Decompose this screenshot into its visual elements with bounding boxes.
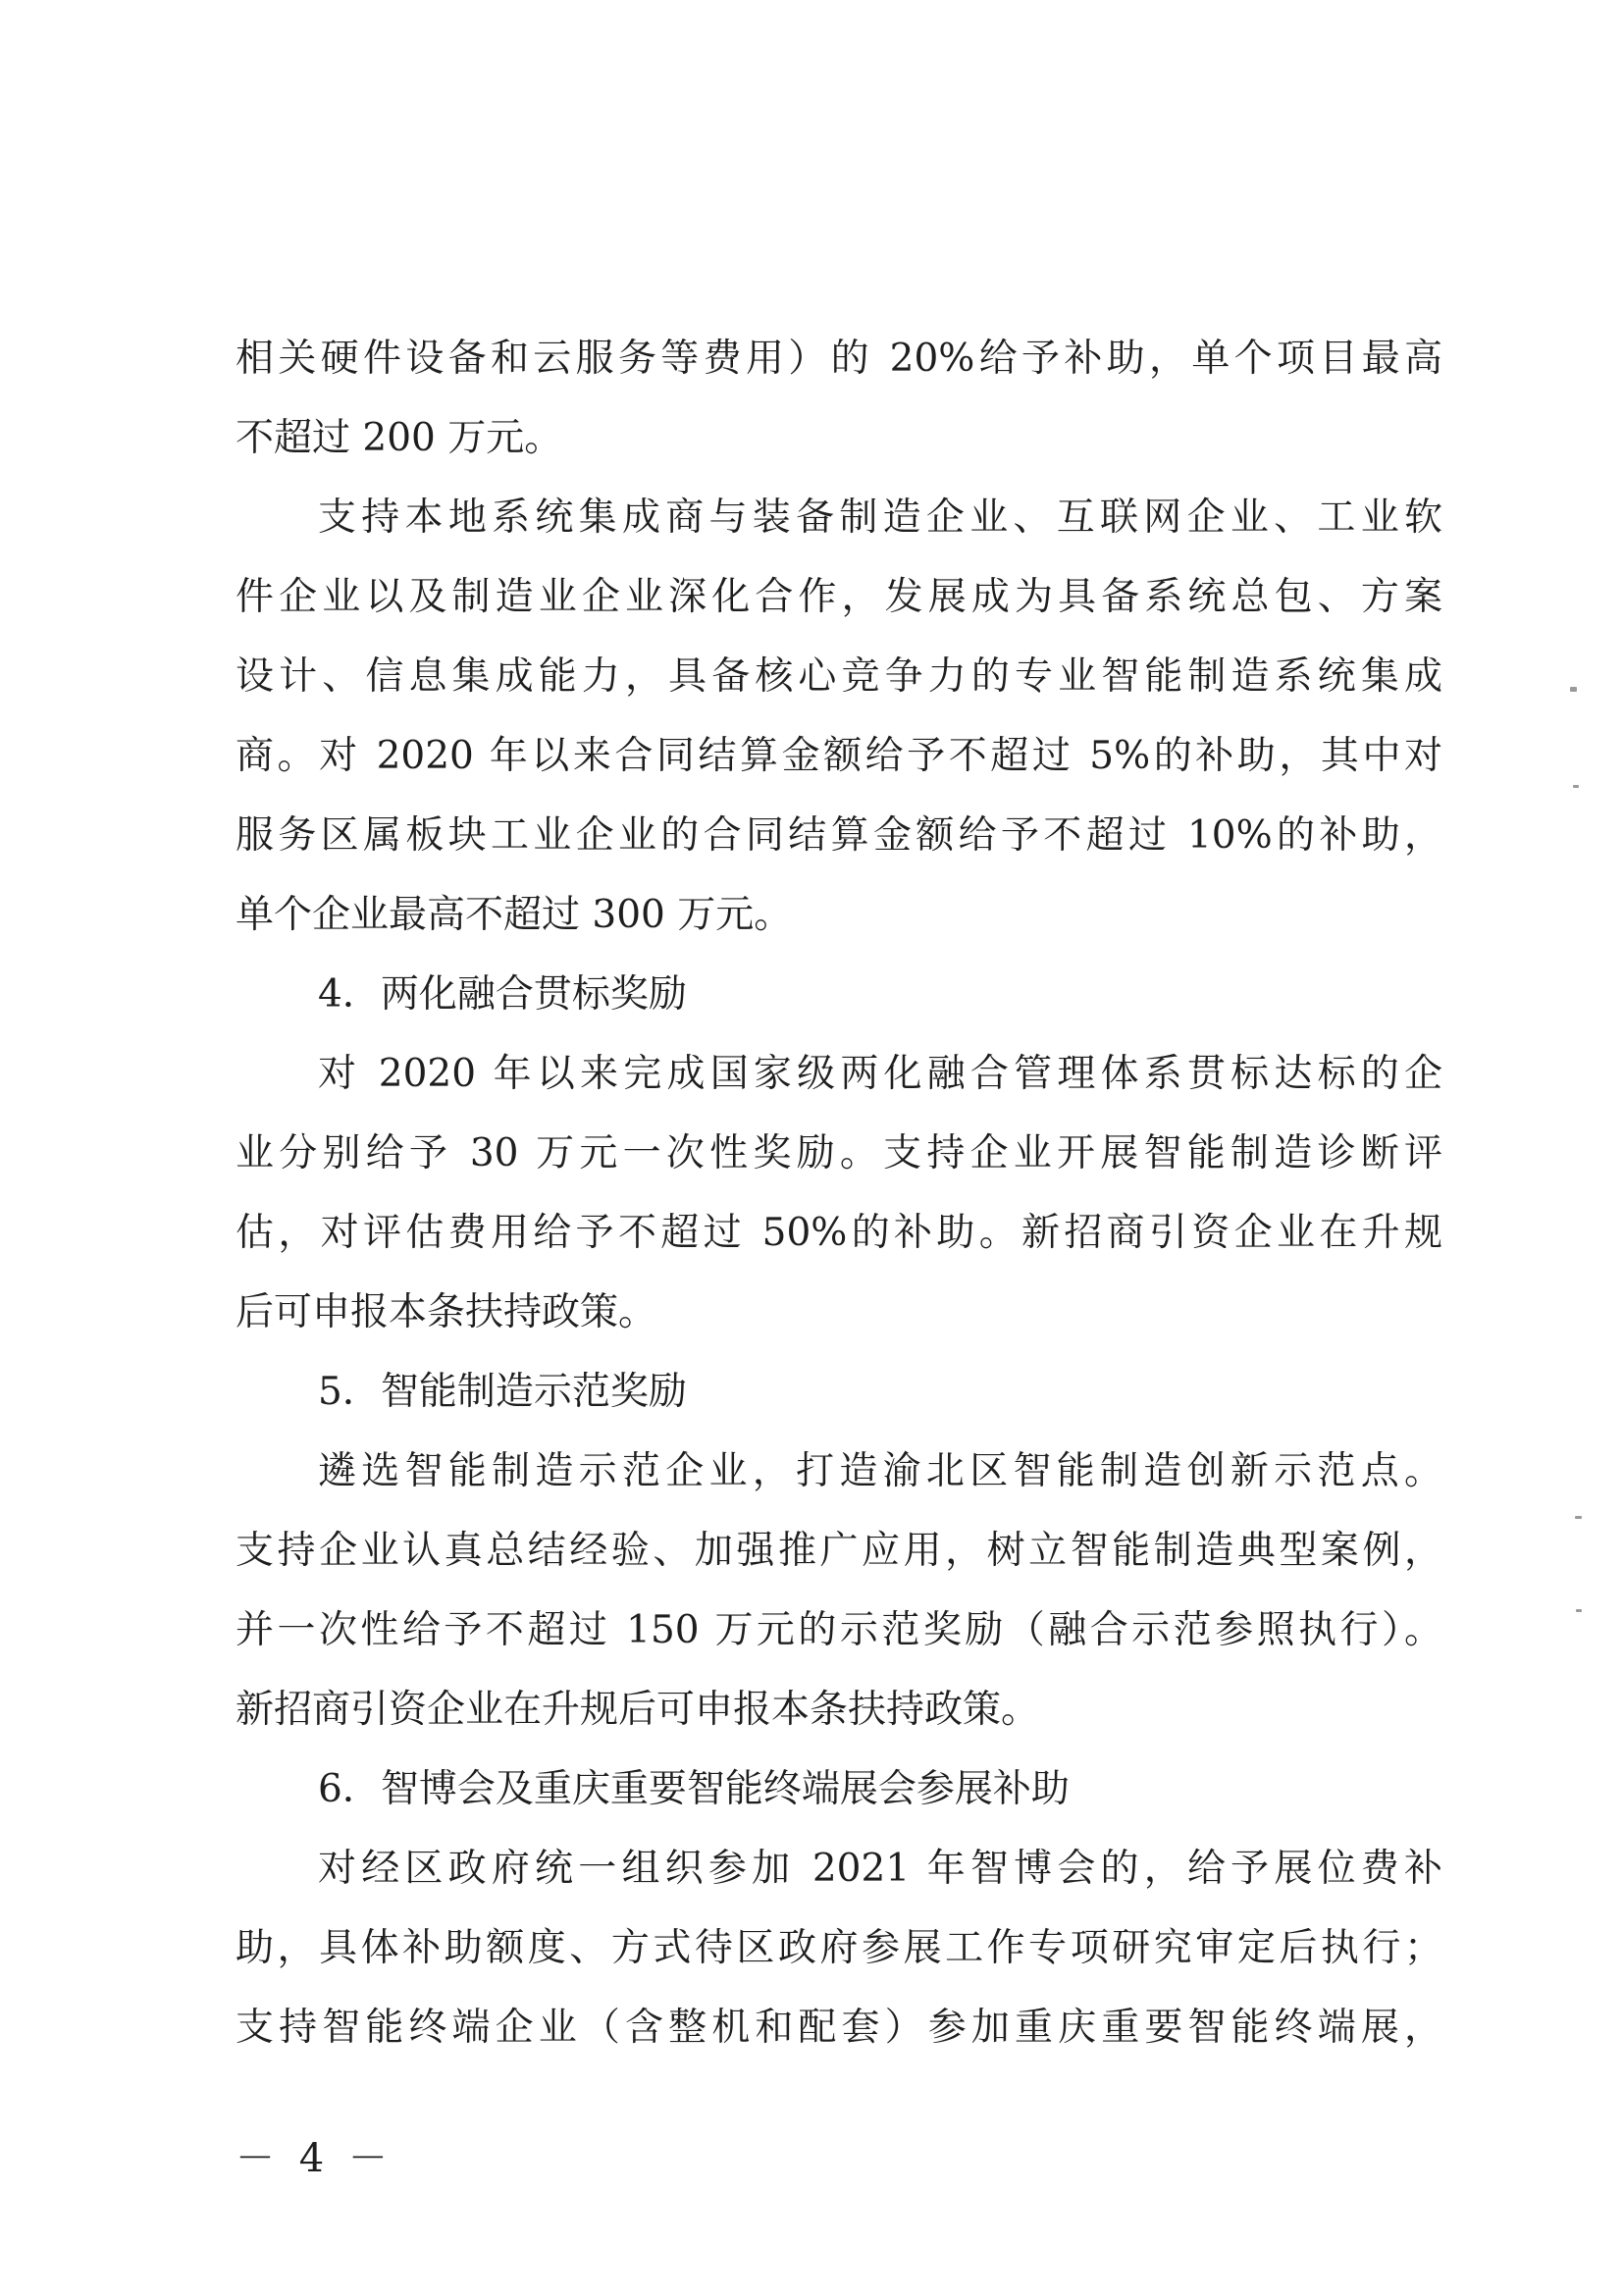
page-number: － 4 － — [236, 2136, 393, 2181]
section-heading: 6．智博会及重庆重要智能终端展会参展补助 — [318, 1767, 1070, 1811]
body-text-line: 不超过 200 万元。 — [236, 416, 563, 460]
body-text-line: 业分别给予 30 万元一次性奖励。支持企业开展智能制造诊断评 — [236, 1131, 1442, 1175]
paragraph-first-line: 对 2020 年以来完成国家级两化融合管理体系贯标达标的企 — [318, 1052, 1442, 1096]
scan-speck — [1573, 785, 1579, 788]
body-text-line: 件企业以及制造业企业深化合作，发展成为具备系统总包、方案 — [236, 575, 1442, 619]
paragraph-first-line: 对经区政府统一组织参加 2021 年智博会的，给予展位费补 — [318, 1847, 1442, 1891]
paragraph-first-line: 支持本地系统集成商与装备制造企业、互联网企业、工业软 — [318, 496, 1442, 540]
body-text-line: 新招商引资企业在升规后可申报本条扶持政策。 — [236, 1688, 1040, 1732]
body-text-line: 估，对评估费用给予不超过 50%的补助。新招商引资企业在升规 — [236, 1211, 1442, 1255]
body-text-line: 支持企业认真总结经验、加强推广应用，树立智能制造典型案例， — [236, 1529, 1442, 1573]
body-text-line: 后可申报本条扶持政策。 — [236, 1290, 657, 1334]
section-heading: 4．两化融合贯标奖励 — [318, 972, 687, 1017]
section-heading: 5．智能制造示范奖励 — [318, 1370, 687, 1414]
scan-speck — [1576, 1609, 1582, 1612]
paragraph-first-line: 遴选智能制造示范企业，打造渝北区智能制造创新示范点。 — [318, 1449, 1442, 1493]
scan-speck — [1575, 1516, 1582, 1519]
body-text-line: 服务区属板块工业企业的合同结算金额给予不超过 10%的补助， — [236, 813, 1442, 858]
body-text-line: 商。对 2020 年以来合同结算金额给予不超过 5%的补助，其中对 — [236, 734, 1442, 778]
body-text-line: 设计、信息集成能力，具备核心竞争力的专业智能制造系统集成 — [236, 654, 1442, 699]
body-text-line: 助，具体补助额度、方式待区政府参展工作专项研究审定后执行； — [236, 1926, 1442, 1970]
body-text-line: 单个企业最高不超过 300 万元。 — [236, 893, 793, 937]
scan-speck — [1570, 687, 1577, 692]
body-text-line: 支持智能终端企业（含整机和配套）参加重庆重要智能终端展， — [236, 2006, 1442, 2050]
body-text-line: 相关硬件设备和云服务等费用）的 20%给予补助，单个项目最高 — [236, 337, 1442, 381]
body-text-line: 并一次性给予不超过 150 万元的示范奖励（融合示范参照执行）。 — [236, 1608, 1442, 1652]
